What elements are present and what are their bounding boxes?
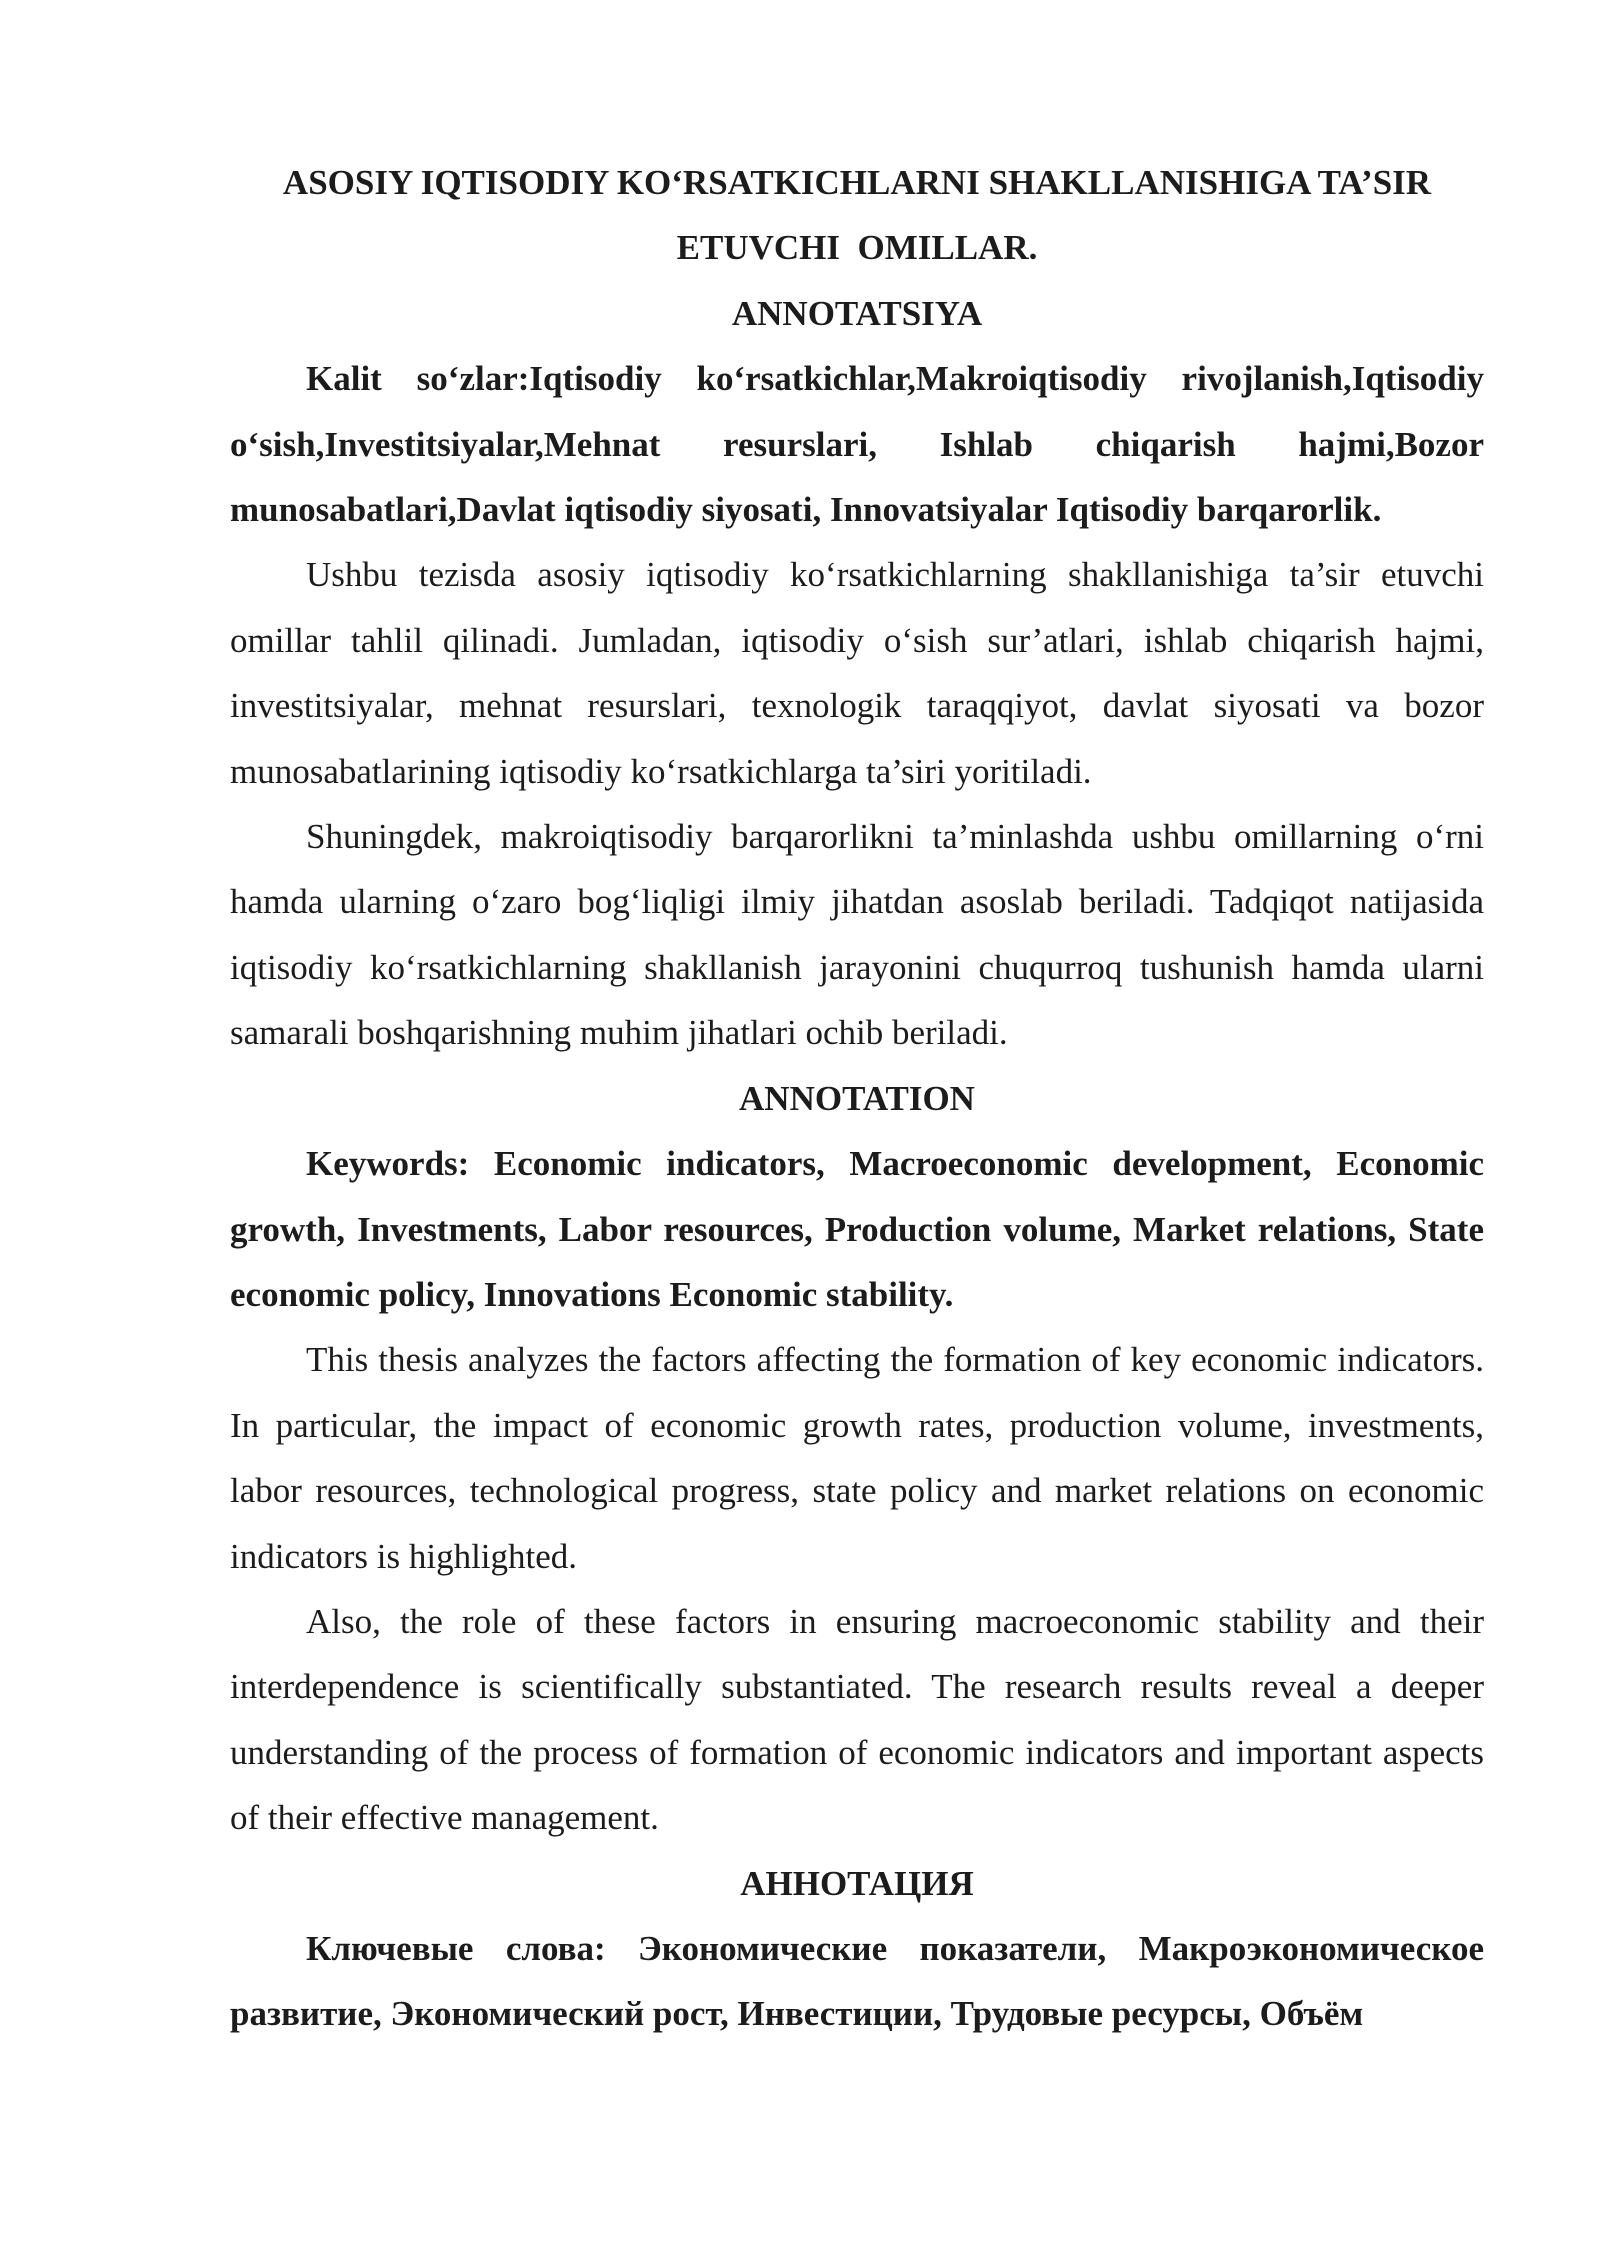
title-line-2: ETUVCHI OMILLAR. [676, 228, 1038, 268]
paragraph-en-2: Also, the role of these factors in ensuring macroeconomic stability and their interdependence is scientifically substantiated. The research results reveal a deeper understanding of the process of formation of economic indicators and important aspects of their effective management. [230, 1601, 1484, 1838]
title-line-1: ASOSIY IQTISODIY KO‘RSATKICHLARNI SHAKLLANISHIGA TA’SIR [282, 163, 1432, 202]
keywords-uz: Kalit so‘zlar:Iqtisodiy ko‘rsatkichlar,Makroiqtisodiy rivojlanish,Iqtisodiy o‘sish,Investitsiyalar,Mehnat resurslari, Ishlab chiqarish hajmi,Bozor munosabatlari,Davlat iqtisodiy siyosati, Innovatsiyalar Iqtisodiy barqarorlik. [230, 359, 1484, 530]
document-title [230, 150, 1484, 281]
heading-annotatsiya: ANNOTATSIYA [731, 293, 983, 333]
heading-annotatsiya-ru: АННОТАЦИЯ [740, 1863, 974, 1903]
paragraph-uz-2: Shuningdek, makroiqtisodiy barqarorlikni ta’minlashda ushbu omillarning o‘rni hamda ularning o‘zaro bog‘liqligi ilmiy jihatdan asoslab beriladi. Tadqiqot natijasida iqtisodiy ko‘rsatkichlarning shakllanish jarayonini chuqurroq tushunish hamda ularni samarali boshqarishning muhim jihatlari ochib beriladi. [230, 817, 1484, 1053]
paragraph-en-1: This thesis analyzes the factors affecting the formation of key economic indicators. In particular, the impact of economic growth rates, production volume, investments, labor resources, technological progress, state policy and market relations on economic indicators is highlighted. [230, 1340, 1484, 1576]
keywords-en: Keywords: Economic indicators, Macroeconomic development, Economic growth, Investments, Labor resources, Production volume, Market relations, State economic policy, Innovations Economic stability. [230, 1144, 1484, 1314]
heading-annotation: ANNOTATION [739, 1078, 975, 1118]
keywords-ru: Ключевые слова: Экономические показатели, Макроэкономическое развитие, Экономический рост, Инвестиции, Трудовые ресурсы, Объём [230, 1928, 1484, 2034]
paragraph-uz-1: Ushbu tezisda asosiy iqtisodiy ko‘rsatkichlarning shakllanishiga ta’sir etuvchi omillar tahlil qilinadi. Jumladan, iqtisodiy o‘sish sur’atlari, ishlab chiqarish hajmi, investitsiyalar, mehnat resurslari, texnologik taraqqiyot, davlat siyosati va bozor munosabatlarining iqtisodiy ko‘rsatkichlarga ta’siri yoritiladi. [230, 555, 1484, 791]
